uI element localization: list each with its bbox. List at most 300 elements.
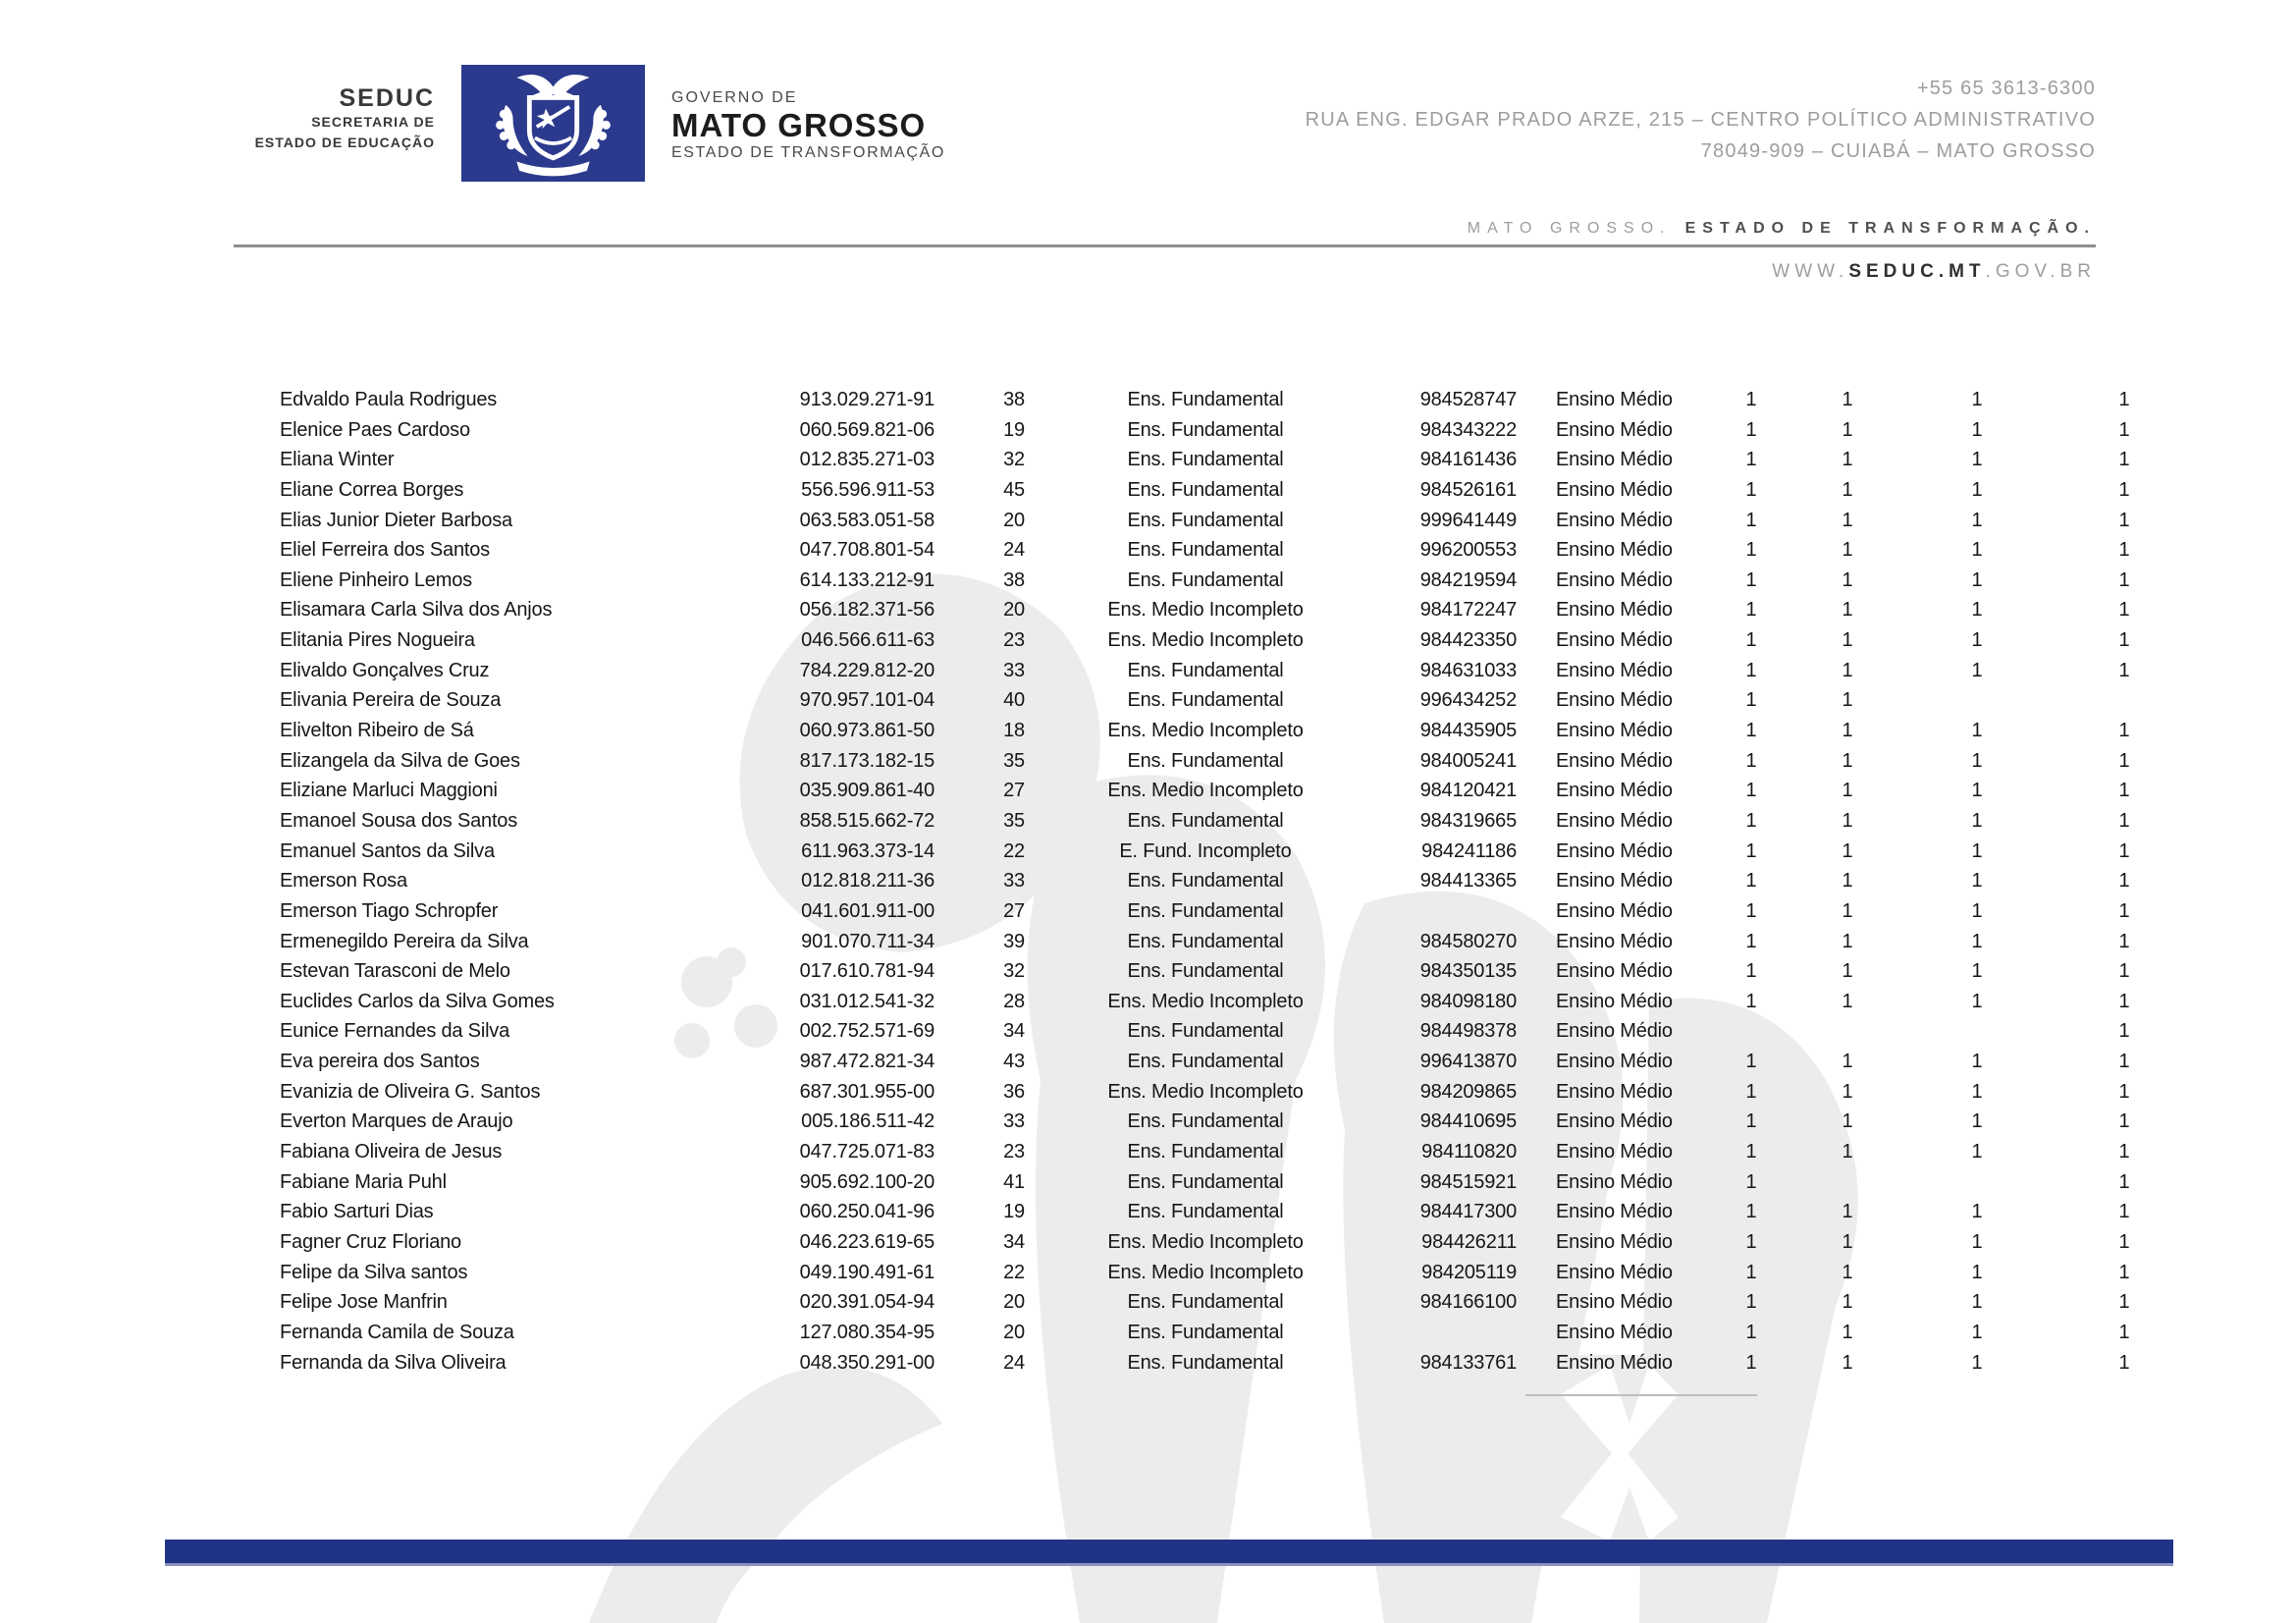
cell-phone: 984631033 — [1419, 659, 1517, 681]
cell-f3: 1 — [1971, 990, 1983, 1012]
table-row — [0, 896, 2296, 927]
cell-f2: 1 — [1842, 1230, 1853, 1253]
gov-line-1: GOVERNO DE — [671, 89, 798, 106]
cell-name: Felipe da Silva santos — [280, 1261, 468, 1283]
table-row — [0, 956, 2296, 987]
cell-cpf: 047.708.801-54 — [799, 539, 934, 562]
cell-f2: 1 — [1842, 1291, 1853, 1314]
table-row — [0, 1287, 2296, 1318]
cell-f4: 1 — [2118, 839, 2130, 862]
cell-f2: 1 — [1842, 1051, 1853, 1073]
table-row — [0, 746, 2296, 777]
cell-age: 34 — [1003, 1020, 1025, 1043]
cell-course: Ensino Médio — [1556, 1170, 1673, 1193]
cell-cpf: 127.080.354-95 — [799, 1321, 934, 1343]
cell-f4: 1 — [2118, 960, 2130, 983]
cell-name: Emanuel Santos da Silva — [280, 839, 495, 862]
cell-f2: 1 — [1842, 839, 1853, 862]
cell-name: Fabiana Oliveira de Jesus — [280, 1141, 503, 1163]
cell-phone: 984343222 — [1419, 418, 1517, 441]
cell-age: 24 — [1003, 1351, 1025, 1374]
cell-course: Ensino Médio — [1556, 418, 1673, 441]
cell-name: Euclides Carlos da Silva Gomes — [280, 990, 555, 1012]
cell-cpf: 987.472.821-34 — [799, 1051, 934, 1073]
cell-course: Ensino Médio — [1556, 1080, 1673, 1103]
table-row — [0, 776, 2296, 806]
cell-name: Edvaldo Paula Rodrigues — [280, 389, 498, 410]
table-row — [0, 716, 2296, 746]
cell-age: 27 — [1003, 899, 1025, 922]
cell-f1: 1 — [1745, 1170, 1757, 1193]
cell-f3: 1 — [1971, 1261, 1983, 1283]
cell-cpf: 858.515.662-72 — [799, 809, 934, 832]
cell-education: Ens. Fundamental — [1127, 1110, 1284, 1133]
table-row — [0, 1318, 2296, 1348]
cell-age: 35 — [1003, 809, 1025, 832]
cell-age: 23 — [1003, 629, 1025, 652]
cell-education: Ens. Fundamental — [1127, 809, 1284, 832]
gov-line-2: MATO GROSSO — [671, 107, 927, 143]
cell-education: E. Fund. Incompleto — [1119, 839, 1292, 862]
cell-f1: 1 — [1745, 418, 1757, 441]
cell-cpf: 817.173.182-15 — [799, 749, 934, 772]
cell-cpf: 020.391.054-94 — [799, 1291, 934, 1314]
cell-phone: 984526161 — [1419, 478, 1517, 501]
cell-name: Emerson Tiago Schropfer — [280, 899, 499, 922]
cell-cpf: 046.223.619-65 — [799, 1230, 934, 1253]
cell-f3: 1 — [1971, 599, 1983, 622]
cell-name: Eliene Pinheiro Lemos — [280, 568, 472, 591]
cell-course: Ensino Médio — [1556, 809, 1673, 832]
cell-phone: 984319665 — [1419, 809, 1517, 832]
cell-f2: 1 — [1842, 478, 1853, 501]
cell-f1: 1 — [1745, 1351, 1757, 1374]
cell-f4: 1 — [2118, 1170, 2130, 1193]
cell-f2: 1 — [1842, 1351, 1853, 1374]
cell-age: 27 — [1003, 780, 1025, 802]
cell-age: 33 — [1003, 1110, 1025, 1133]
cell-cpf: 041.601.911-00 — [801, 899, 934, 922]
cell-f1: 1 — [1745, 1261, 1757, 1283]
tagline-bold: ESTADO DE TRANSFORMAÇÃO. — [1684, 220, 2096, 237]
cell-cpf: 060.250.041-96 — [799, 1201, 934, 1223]
cell-f2: 1 — [1842, 930, 1853, 952]
cell-cpf: 060.569.821-06 — [799, 418, 934, 441]
cell-cpf: 901.070.711-34 — [801, 930, 934, 952]
cell-f2: 1 — [1842, 749, 1853, 772]
cell-f1: 1 — [1745, 449, 1757, 471]
cell-phone: 984417300 — [1419, 1201, 1517, 1223]
cell-name: Eliane Correa Borges — [280, 478, 464, 501]
cell-phone: 999641449 — [1419, 509, 1517, 531]
cell-age: 22 — [1003, 1261, 1025, 1283]
cell-f3: 1 — [1971, 930, 1983, 952]
cell-age: 36 — [1003, 1080, 1025, 1103]
cell-course: Ensino Médio — [1556, 659, 1673, 681]
table-row — [0, 1137, 2296, 1167]
cell-education: Ens. Fundamental — [1127, 960, 1284, 983]
cell-phone: 984413365 — [1419, 870, 1517, 893]
cell-course: Ensino Médio — [1556, 720, 1673, 742]
cell-f2: 1 — [1842, 1080, 1853, 1103]
cell-education: Ens. Fundamental — [1127, 449, 1284, 471]
cell-f3: 1 — [1971, 659, 1983, 681]
cell-name: Elizangela da Silva de Goes — [280, 749, 520, 772]
cell-name: Eunice Fernandes da Silva — [280, 1020, 510, 1043]
cell-age: 41 — [1003, 1170, 1025, 1193]
cell-age: 38 — [1003, 568, 1025, 591]
cell-education: Ens. Fundamental — [1127, 1351, 1284, 1374]
cell-f2: 1 — [1842, 1261, 1853, 1283]
cell-age: 32 — [1003, 449, 1025, 471]
url-domain: SEDUC.MT — [1848, 261, 1986, 282]
cell-f1: 1 — [1745, 1080, 1757, 1103]
cell-f2: 1 — [1842, 599, 1853, 622]
cell-cpf: 049.190.491-61 — [799, 1261, 934, 1283]
cell-education: Ens. Fundamental — [1127, 1201, 1284, 1223]
cell-f2: 1 — [1842, 449, 1853, 471]
table-row — [0, 806, 2296, 837]
cell-phone: 984219594 — [1419, 568, 1517, 591]
cell-course: Ensino Médio — [1556, 990, 1673, 1012]
cell-f2: 1 — [1842, 870, 1853, 893]
cell-course: Ensino Médio — [1556, 930, 1673, 952]
cell-f4: 1 — [2118, 899, 2130, 922]
cell-education: Ens. Medio Incompleto — [1107, 990, 1304, 1012]
cell-f3: 1 — [1971, 839, 1983, 862]
table-row — [0, 535, 2296, 566]
cell-age: 23 — [1003, 1141, 1025, 1163]
cell-course: Ensino Médio — [1556, 539, 1673, 562]
cell-course: Ensino Médio — [1556, 899, 1673, 922]
table-row — [0, 415, 2296, 446]
cell-f3: 1 — [1971, 780, 1983, 802]
cell-f3: 1 — [1971, 720, 1983, 742]
cell-f1: 1 — [1745, 870, 1757, 893]
cell-cpf: 031.012.541-32 — [799, 990, 934, 1012]
cell-course: Ensino Médio — [1556, 568, 1673, 591]
cell-name: Estevan Tarasconi de Melo — [280, 960, 510, 983]
cell-age: 19 — [1003, 1201, 1025, 1223]
cell-f1: 1 — [1745, 1230, 1757, 1253]
cell-name: Emerson Rosa — [280, 870, 407, 893]
cell-name: Ermenegildo Pereira da Silva — [280, 930, 529, 952]
cell-f3: 1 — [1971, 899, 1983, 922]
cell-course: Ensino Médio — [1556, 960, 1673, 983]
cell-f3: 1 — [1971, 1080, 1983, 1103]
cell-f3: 1 — [1971, 870, 1983, 893]
cell-name: Fernanda Camila de Souza — [280, 1321, 514, 1343]
cell-f4: 1 — [2118, 449, 2130, 471]
table-row — [0, 475, 2296, 506]
cell-phone: 984209865 — [1419, 1080, 1517, 1103]
table-row — [0, 1227, 2296, 1258]
cell-name: Eva pereira dos Santos — [280, 1051, 480, 1073]
table-underline — [1525, 1394, 1757, 1396]
cell-name: Fabiane Maria Puhl — [280, 1170, 447, 1193]
cell-name: Eliziane Marluci Maggioni — [280, 780, 498, 802]
cell-education: Ens. Fundamental — [1127, 1321, 1284, 1343]
cell-f3: 1 — [1971, 1141, 1983, 1163]
cell-name: Fagner Cruz Floriano — [280, 1230, 461, 1253]
cell-f1: 1 — [1745, 780, 1757, 802]
cell-f1: 1 — [1745, 749, 1757, 772]
cell-age: 33 — [1003, 870, 1025, 893]
cell-f4: 1 — [2118, 1291, 2130, 1314]
cell-phone: 984161436 — [1419, 449, 1517, 471]
cell-phone: 996434252 — [1419, 689, 1517, 712]
cell-age: 20 — [1003, 599, 1025, 622]
cell-phone: 984133761 — [1419, 1351, 1517, 1374]
cell-f1: 1 — [1745, 1291, 1757, 1314]
seduc-logo-block — [137, 84, 435, 153]
cell-education: Ens. Fundamental — [1127, 870, 1284, 893]
state-tagline — [1468, 220, 2096, 238]
gov-line-3: ESTADO DE TRANSFORMAÇÃO — [671, 144, 945, 161]
cell-f4: 1 — [2118, 809, 2130, 832]
cell-f4: 1 — [2118, 1351, 2130, 1374]
table-row — [0, 927, 2296, 957]
cell-education: Ens. Fundamental — [1127, 389, 1284, 410]
cell-f1: 1 — [1745, 899, 1757, 922]
cell-education: Ens. Medio Incompleto — [1107, 599, 1304, 622]
cell-f3: 1 — [1971, 418, 1983, 441]
cell-cpf: 060.973.861-50 — [799, 720, 934, 742]
cell-education: Ens. Medio Incompleto — [1107, 1230, 1304, 1253]
cell-education: Ens. Fundamental — [1127, 1291, 1284, 1314]
cell-f2: 1 — [1842, 1110, 1853, 1133]
cell-name: Eliel Ferreira dos Santos — [280, 539, 490, 562]
cell-f2: 1 — [1842, 809, 1853, 832]
cell-cpf: 611.963.373-14 — [801, 839, 934, 862]
cell-cpf: 063.583.051-58 — [799, 509, 934, 531]
cell-name: Elisamara Carla Silva dos Anjos — [280, 599, 553, 622]
cell-f4: 1 — [2118, 1080, 2130, 1103]
cell-course: Ensino Médio — [1556, 1020, 1673, 1043]
table-row — [0, 506, 2296, 536]
cell-course: Ensino Médio — [1556, 389, 1673, 410]
cell-education: Ens. Fundamental — [1127, 1170, 1284, 1193]
seduc-title: SEDUC — [339, 84, 435, 112]
cell-cpf: 012.818.211-36 — [801, 870, 934, 893]
cell-course: Ensino Médio — [1556, 509, 1673, 531]
cell-phone: 984110820 — [1421, 1141, 1517, 1163]
students-table — [0, 385, 2296, 1378]
cell-age: 28 — [1003, 990, 1025, 1012]
cell-f1: 1 — [1745, 689, 1757, 712]
cell-f1: 1 — [1745, 389, 1757, 410]
cell-name: Evanizia de Oliveira G. Santos — [280, 1080, 541, 1103]
seduc-subtitle-1: SECRETARIA DE — [311, 114, 435, 130]
cell-f2: 1 — [1842, 1321, 1853, 1343]
cell-education: Ens. Medio Incompleto — [1107, 1261, 1304, 1283]
cell-name: Elivania Pereira de Souza — [280, 689, 502, 712]
cell-f3: 1 — [1971, 1201, 1983, 1223]
cell-phone: 984120421 — [1419, 780, 1517, 802]
cell-education: Ens. Fundamental — [1127, 899, 1284, 922]
cell-age: 32 — [1003, 960, 1025, 983]
cell-f4: 1 — [2118, 930, 2130, 952]
cell-cpf: 035.909.861-40 — [799, 780, 934, 802]
cell-f2: 1 — [1842, 780, 1853, 802]
cell-f4: 1 — [2118, 1020, 2130, 1043]
table-row — [0, 987, 2296, 1017]
table-row — [0, 1348, 2296, 1379]
table-row — [0, 837, 2296, 867]
cell-f1: 1 — [1745, 1141, 1757, 1163]
table-row — [0, 685, 2296, 716]
cell-education: Ens. Fundamental — [1127, 478, 1284, 501]
cell-phone: 984005241 — [1419, 749, 1517, 772]
cell-phone: 984410695 — [1419, 1110, 1517, 1133]
cell-age: 18 — [1003, 720, 1025, 742]
cell-f3: 1 — [1971, 809, 1983, 832]
cell-education: Ens. Fundamental — [1127, 1141, 1284, 1163]
cell-cpf: 905.692.100-20 — [799, 1170, 934, 1193]
cell-phone: 984515921 — [1419, 1170, 1517, 1193]
cell-education: Ens. Fundamental — [1127, 418, 1284, 441]
cell-phone: 984098180 — [1419, 990, 1517, 1012]
cell-f4: 1 — [2118, 478, 2130, 501]
cell-f3: 1 — [1971, 389, 1983, 410]
contact-city: 78049-909 – CUIABÁ – MATO GROSSO — [1700, 140, 2096, 162]
cell-course: Ensino Médio — [1556, 839, 1673, 862]
cell-f2: 1 — [1842, 389, 1853, 410]
cell-course: Ensino Médio — [1556, 689, 1673, 712]
cell-course: Ensino Médio — [1556, 478, 1673, 501]
cell-f2: 1 — [1842, 720, 1853, 742]
cell-education: Ens. Medio Incompleto — [1107, 1080, 1304, 1103]
cell-name: Felipe Jose Manfrin — [280, 1291, 448, 1314]
cell-f4: 1 — [2118, 599, 2130, 622]
table-row — [0, 1197, 2296, 1227]
cell-name: Elivaldo Gonçalves Cruz — [280, 659, 490, 681]
cell-education: Ens. Fundamental — [1127, 749, 1284, 772]
cell-f1: 1 — [1745, 539, 1757, 562]
cell-f1: 1 — [1745, 1110, 1757, 1133]
cell-f4: 1 — [2118, 659, 2130, 681]
cell-age: 35 — [1003, 749, 1025, 772]
cell-f3: 1 — [1971, 539, 1983, 562]
cell-name: Elias Junior Dieter Barbosa — [280, 509, 512, 531]
cell-f4: 1 — [2118, 1230, 2130, 1253]
cell-course: Ensino Médio — [1556, 1110, 1673, 1133]
cell-cpf: 614.133.212-91 — [799, 568, 934, 591]
cell-f3: 1 — [1971, 1351, 1983, 1374]
cell-age: 45 — [1003, 478, 1025, 501]
cell-phone: 984166100 — [1419, 1291, 1517, 1314]
cell-cpf: 048.350.291-00 — [799, 1351, 934, 1374]
cell-phone: 984528747 — [1419, 389, 1517, 410]
contact-block — [1306, 73, 2096, 167]
cell-f3: 1 — [1971, 1110, 1983, 1133]
url-prefix: WWW. — [1772, 261, 1849, 282]
cell-education: Ens. Fundamental — [1127, 539, 1284, 562]
cell-f3: 1 — [1971, 1291, 1983, 1314]
cell-age: 19 — [1003, 418, 1025, 441]
cell-cpf: 913.029.271-91 — [799, 389, 934, 410]
cell-phone: 984350135 — [1419, 960, 1517, 983]
cell-cpf: 687.301.955-00 — [799, 1080, 934, 1103]
cell-f1: 1 — [1745, 839, 1757, 862]
cell-f4: 1 — [2118, 418, 2130, 441]
cell-education: Ens. Medio Incompleto — [1107, 629, 1304, 652]
cell-f4: 1 — [2118, 509, 2130, 531]
cell-cpf: 005.186.511-42 — [801, 1110, 934, 1133]
cell-f3: 1 — [1971, 449, 1983, 471]
cell-cpf: 012.835.271-03 — [799, 449, 934, 471]
cell-f4: 1 — [2118, 1051, 2130, 1073]
cell-f1: 1 — [1745, 599, 1757, 622]
cell-f1: 1 — [1745, 930, 1757, 952]
cell-f2: 1 — [1842, 418, 1853, 441]
cell-f2: 1 — [1842, 568, 1853, 591]
cell-education: Ens. Fundamental — [1127, 659, 1284, 681]
cell-f3: 1 — [1971, 1051, 1983, 1073]
cell-f1: 1 — [1745, 629, 1757, 652]
cell-course: Ensino Médio — [1556, 780, 1673, 802]
cell-f4: 1 — [2118, 780, 2130, 802]
cell-age: 38 — [1003, 389, 1025, 410]
cell-age: 40 — [1003, 689, 1025, 712]
url-suffix: .GOV.BR — [1985, 261, 2096, 282]
cell-cpf: 046.566.611-63 — [801, 629, 934, 652]
cell-name: Everton Marques de Araujo — [280, 1110, 513, 1133]
cell-name: Elenice Paes Cardoso — [280, 418, 470, 441]
cell-f1: 1 — [1745, 478, 1757, 501]
table-row — [0, 1016, 2296, 1047]
table-row — [0, 625, 2296, 656]
cell-f4: 1 — [2118, 389, 2130, 410]
cell-f1: 1 — [1745, 1051, 1757, 1073]
cell-f2: 1 — [1842, 1141, 1853, 1163]
contact-phone: +55 65 3613-6300 — [1916, 78, 2096, 99]
table-row — [0, 1167, 2296, 1198]
cell-course: Ensino Médio — [1556, 1230, 1673, 1253]
cell-course: Ensino Médio — [1556, 1351, 1673, 1374]
cell-phone: 984172247 — [1419, 599, 1517, 622]
cell-f1: 1 — [1745, 720, 1757, 742]
cell-f2: 1 — [1842, 960, 1853, 983]
cell-cpf: 047.725.071-83 — [799, 1141, 934, 1163]
table-row — [0, 566, 2296, 596]
cell-f1: 1 — [1745, 960, 1757, 983]
cell-f4: 1 — [2118, 720, 2130, 742]
cell-education: Ens. Fundamental — [1127, 930, 1284, 952]
cell-course: Ensino Médio — [1556, 629, 1673, 652]
table-row — [0, 1258, 2296, 1288]
cell-f2: 1 — [1842, 1201, 1853, 1223]
cell-phone: 984205119 — [1421, 1261, 1517, 1283]
cell-f4: 1 — [2118, 1141, 2130, 1163]
cell-name: Emanoel Sousa dos Santos — [280, 809, 518, 832]
cell-course: Ensino Médio — [1556, 1141, 1673, 1163]
cell-education: Ens. Fundamental — [1127, 568, 1284, 591]
contact-address: RUA ENG. EDGAR PRADO ARZE, 215 – CENTRO POLÍTICO ADMINISTRATIVO — [1305, 109, 2096, 131]
cell-course: Ensino Médio — [1556, 1321, 1673, 1343]
cell-education: Ens. Fundamental — [1127, 509, 1284, 531]
cell-age: 33 — [1003, 659, 1025, 681]
cell-course: Ensino Médio — [1556, 449, 1673, 471]
table-row — [0, 656, 2296, 686]
cell-f2: 1 — [1842, 659, 1853, 681]
website-url — [1772, 261, 2096, 283]
cell-age: 34 — [1003, 1230, 1025, 1253]
government-block — [671, 88, 945, 163]
cell-education: Ens. Fundamental — [1127, 1020, 1284, 1043]
table-row — [0, 1107, 2296, 1137]
cell-name: Elivelton Ribeiro de Sá — [280, 720, 474, 742]
